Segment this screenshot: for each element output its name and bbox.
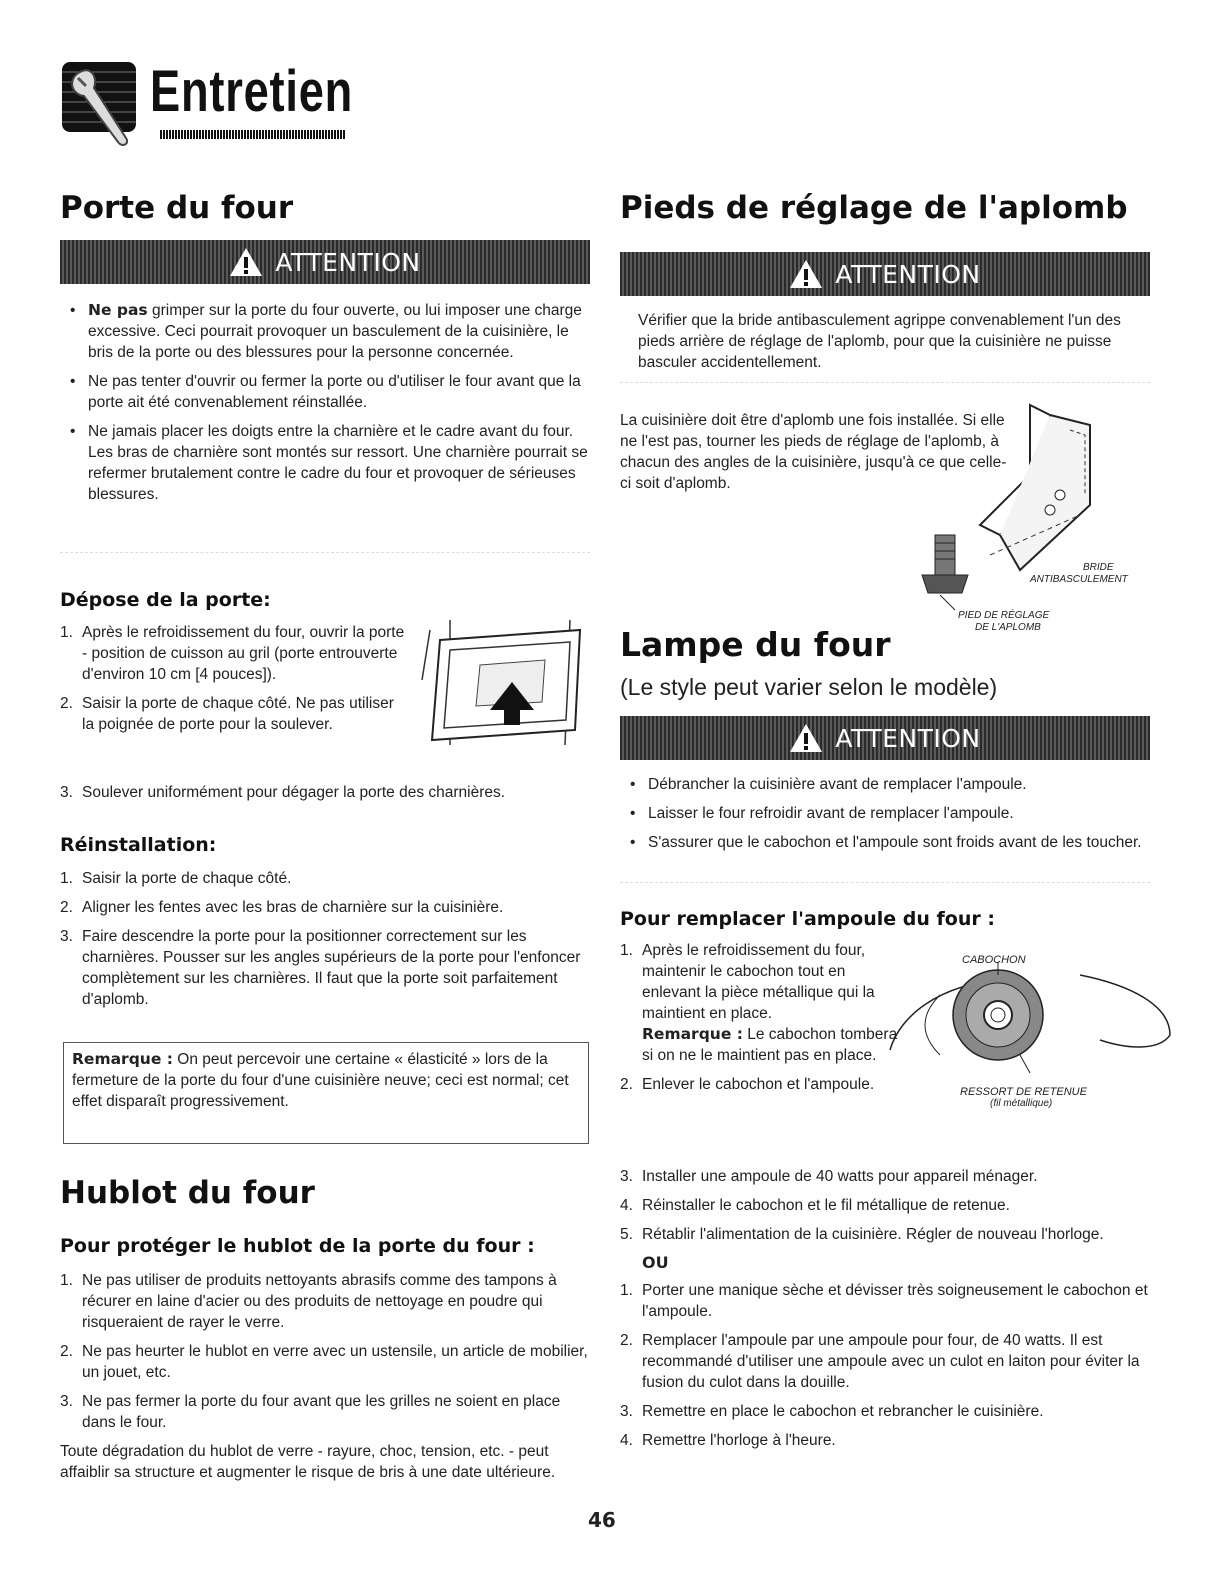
lampe-steps-a	[620, 1166, 1150, 1459]
list-item: 3. Installer une ampoule de 40 watts pour appareil ménager.	[620, 1168, 1038, 1185]
hublot-closing: Toute dégradation du hublot de verre - rayure, choc, tension, etc. - peut affaiblir sa structure et augmenter le risque de bris à une date ultérieure.	[60, 1443, 556, 1481]
lampe-step-1	[620, 940, 900, 1103]
section-heading-hublot: Hublot du four	[60, 1175, 315, 1211]
warning-item: • Ne pas grimper sur la porte du four ouverte, ou lui imposer une charge excessive. Ceci pourrait provoquer un basculement de la cuisinière, le bris de la porte ou des blessures pour la personne concernée.	[70, 301, 582, 361]
subheading-remplacer: Pour remplacer l'ampoule du four :	[620, 908, 995, 930]
list-item: 3. Ne pas fermer la porte du four avant que les grilles ne soient en place dans le four.	[60, 1393, 561, 1431]
label-ressort: RESSORT DE RETENUE	[960, 1086, 1087, 1098]
list-item: 1. Porter une manique sèche et dévisser très soigneusement le cabochon et l'ampoule.	[620, 1282, 1148, 1320]
warning-icon	[229, 247, 263, 277]
list-item: 2. Enlever le cabochon et l'ampoule.	[620, 1076, 875, 1093]
subheading-hublot: Pour protéger le hublot de la porte du four :	[60, 1235, 535, 1257]
depose-steps	[60, 622, 410, 743]
subheading-depose: Dépose de la porte:	[60, 589, 271, 611]
list-item: 4. Remettre l'horloge à l'heure.	[620, 1432, 836, 1449]
attention-banner-pieds	[620, 252, 1150, 296]
list-item: 2. Aligner les fentes avec les bras de charnière sur la cuisinière.	[60, 899, 504, 916]
warning-item: • S'assurer que le cabochon et l'ampoule sont froids avant de les toucher.	[630, 834, 1142, 851]
list-item: 2. Remplacer l'ampoule par une ampoule pour four, de 40 watts. Il est recommandé d'utiliser une ampoule avec un culot en laiton pour éviter la fusion du culot dans la douille.	[620, 1332, 1140, 1391]
warning-icon	[789, 723, 823, 753]
hublot-steps	[60, 1270, 590, 1483]
attention-label: ATTENTION	[835, 723, 981, 753]
depose-step-3	[60, 782, 590, 811]
warning-text: Vérifier que la bride antibasculement agrippe convenablement l'un des pieds arrière de réglage de l'aplomb, pour que la cuisinière ne puisse basculer accidentellement.	[638, 312, 1121, 371]
attention-label: ATTENTION	[275, 247, 421, 277]
warning-item: • Ne pas tenter d'ouvrir ou fermer la porte ou d'utiliser le four avant que la porte ait été convenablement réinstallée.	[70, 373, 581, 411]
warning-box-lampe	[620, 770, 1150, 883]
label-antibasculement: ANTIBASCULEMENT	[1030, 574, 1128, 585]
label-fil: (fil métallique)	[990, 1098, 1053, 1109]
list-item: 4. Réinstaller le cabochon et le fil métallique de retenue.	[620, 1197, 1010, 1214]
section-heading-porte: Porte du four	[60, 190, 294, 226]
attention-label: ATTENTION	[835, 259, 981, 289]
title-underline	[160, 130, 345, 139]
list-item: 5. Rétablir l'alimentation de la cuisinière. Régler de nouveau l'horloge.	[620, 1226, 1104, 1243]
reinstall-steps	[60, 868, 595, 1018]
list-item: 1. Après le refroidissement du four, ouvrir la porte - position de cuisson au gril (porte entrouverte d'environ 10 cm [4 pouces]).	[60, 624, 405, 683]
warning-box-porte	[60, 296, 590, 553]
warning-item: • Laisser le four refroidir avant de remplacer l'ampoule.	[630, 805, 1014, 822]
label-pied: PIED DE RÉGLAGE	[958, 610, 1050, 621]
warning-item: • Ne jamais placer les doigts entre la charnière et le cadre avant du four. Les bras de charnière sont montés sur ressort. Une charnière pourrait se refermer brutalement contre le cadre du four et provoquer de sérieuses blessures.	[70, 423, 588, 503]
section-heading-lampe: Lampe du four	[620, 625, 891, 664]
wrench-icon	[60, 58, 140, 148]
attention-banner-lampe	[620, 716, 1150, 760]
oven-door-illustration	[420, 620, 590, 750]
attention-banner-porte	[60, 240, 590, 284]
warning-box-pieds	[620, 306, 1150, 383]
anti-tip-bracket-illustration	[900, 395, 1160, 635]
pieds-text: La cuisinière doit être d'aplomb une fois installée. Si elle ne l'est pas, tourner les pieds de réglage de l'aplomb, à chacun des angles de la cuisinière, jusqu'à ce que celle-ci soit d'aplomb.	[620, 412, 1007, 492]
note-box: Remarque : On peut percevoir une certaine « élasticité » lors de la fermeture de la porte du four d'une cuisinière neuve; ceci est normal; cet effet disparaît progressivement.	[63, 1042, 589, 1144]
list-item: 3. Faire descendre la porte pour la positionner correctement sur les charnières. Pousser sur les angles supérieurs de la porte pour l'enfoncer complètement sur les charnières. Il faut que la porte soit parfaitement d'aplomb.	[60, 928, 581, 1008]
ou-label: OU	[642, 1253, 669, 1272]
list-item: 3. Remettre en place le cabochon et rebrancher le cuisinière.	[620, 1403, 1044, 1420]
label-cabochon: CABOCHON	[962, 954, 1026, 966]
page-number: 46	[588, 1508, 616, 1532]
section-heading-pieds: Pieds de réglage de l'aplomb	[620, 190, 1128, 226]
warning-item: • Débrancher la cuisinière avant de remplacer l'ampoule.	[630, 776, 1027, 793]
label-aplomb: DE L'APLOMB	[975, 622, 1041, 633]
list-item: 1. Après le refroidissement du four, maintenir le cabochon tout en enlevant la pièce métallique qui la maintient en place. Remarque : Le cabochon tombera si on ne le maintient pas en place.	[620, 942, 898, 1064]
list-item: 3. Soulever uniformément pour dégager la porte des charnières.	[60, 784, 506, 801]
list-item: 2. Ne pas heurter le hublot en verre avec un ustensile, un article de mobilier, un jouet, etc.	[60, 1343, 588, 1381]
list-item: 1. Saisir la porte de chaque côté.	[60, 870, 292, 887]
list-item: 1. Ne pas utiliser de produits nettoyants abrasifs comme des tampons à récurer en laine d'acier ou des produits de nettoyage en poudre qui risqueraient de rayer le verre.	[60, 1272, 557, 1331]
label-bride: BRIDE	[1083, 562, 1114, 573]
light-cover-illustration	[880, 955, 1180, 1075]
subheading-reinstallation: Réinstallation:	[60, 834, 217, 856]
warning-icon	[789, 259, 823, 289]
lampe-subheading: (Le style peut varier selon le modèle)	[620, 674, 998, 700]
page-title: Entretien	[150, 59, 354, 124]
list-item: 2. Saisir la porte de chaque côté. Ne pas utiliser la poignée de porte pour la soulever.	[60, 695, 394, 733]
